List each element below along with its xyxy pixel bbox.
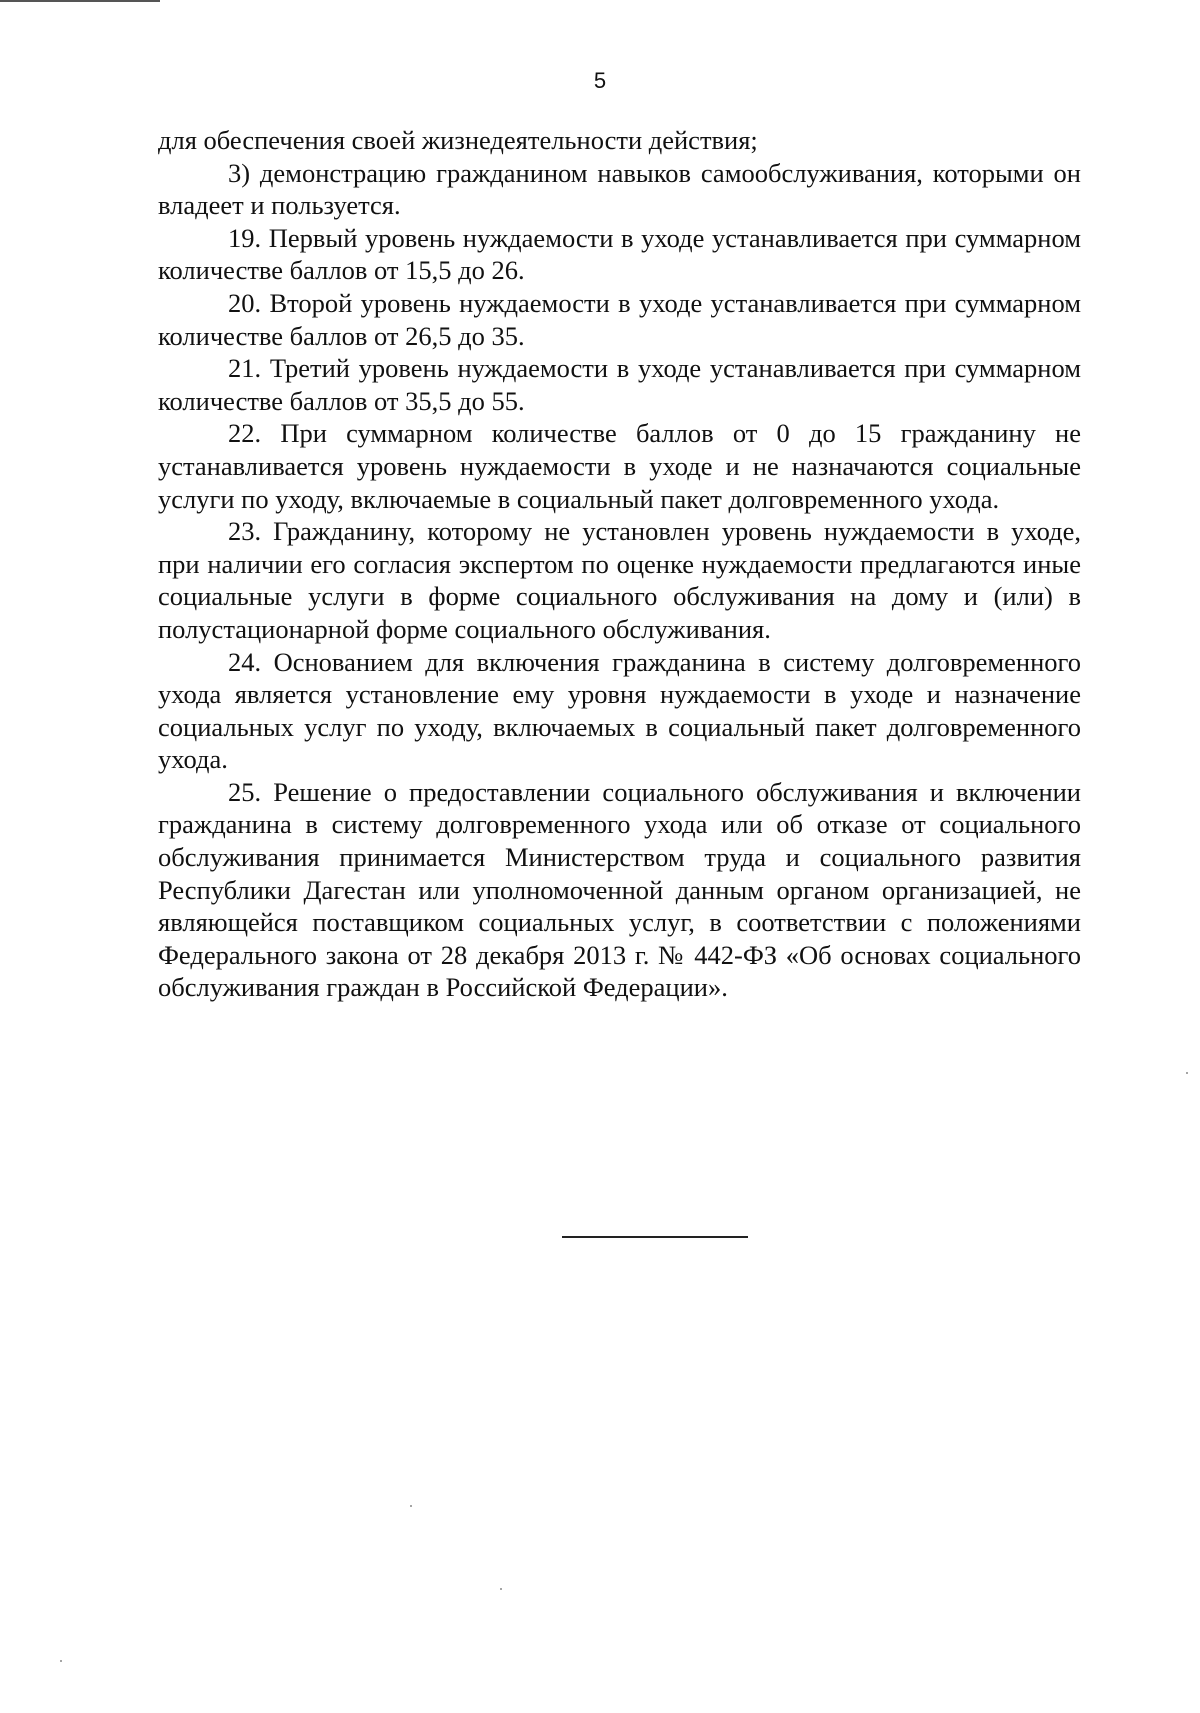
paragraph-25: 25. Решение о предоставлении социального обслуживания и включении гражданина в систему долговременного ухода или об отказе от социального обслуживания принимается Министерством труда и социального развития Республики Дагестан или уполномоченной данным органом организацией, не являющейся поставщиком социальных услуг, в соответствии с положениями Федерального закона от 28 декабря 2013 г. № 442-ФЗ «Об основах социального обслуживания граждан в Российской Федерации». xyxy=(158,776,1081,1003)
paragraph-22: 22. При суммарном количестве баллов от 0 до 15 гражданину не устанавливается уровень нуждаемости в уходе и не назначаются социальные услуги по уходу, включаемые в социальный пакет долговременного ухода. xyxy=(158,418,1081,514)
paragraph-item-3: 3) демонстрацию гражданином навыков самообслуживания, которыми он владеет и пользуется. xyxy=(158,157,1081,221)
closing-separator-line xyxy=(562,1236,748,1238)
paragraph-24: 24. Основанием для включения гражданина в систему долговременного ухода является установление ему уровня нуждаемости в уходе и назначение социальных услуг по уходу, включаемых в социальный пакет долговременного ухода. xyxy=(158,646,1081,775)
scan-speck xyxy=(410,1505,412,1507)
scan-speck xyxy=(60,1660,62,1662)
paragraph-continuation: для обеспечения своей жизнедеятельности действия; xyxy=(158,125,758,155)
paragraph-21: 21. Третий уровень нуждаемости в уходе устанавливается при суммарном количестве баллов от 35,5 до 55. xyxy=(158,353,1081,416)
paragraph-23: 23. Гражданину, которому не установлен уровень нуждаемости в уходе, при наличии его согласия экспертом по оценке нуждаемости предлагаются иные социальные услуги в форме социального обслуживания на дому и (или) в полустационарной форме социального обслуживания. xyxy=(158,516,1081,644)
page-number: 5 xyxy=(593,68,607,93)
paragraph-19: 19. Первый уровень нуждаемости в уходе устанавливается при суммарном количестве баллов от 15,5 до 26. xyxy=(158,222,1081,286)
scan-edge-mark xyxy=(0,0,160,2)
document-body xyxy=(158,124,1081,1004)
scan-speck xyxy=(1186,1072,1188,1074)
scan-speck xyxy=(500,1588,502,1590)
paragraph-20: 20. Второй уровень нуждаемости в уходе устанавливается при суммарном количестве баллов от 26,5 до 35. xyxy=(158,287,1081,351)
